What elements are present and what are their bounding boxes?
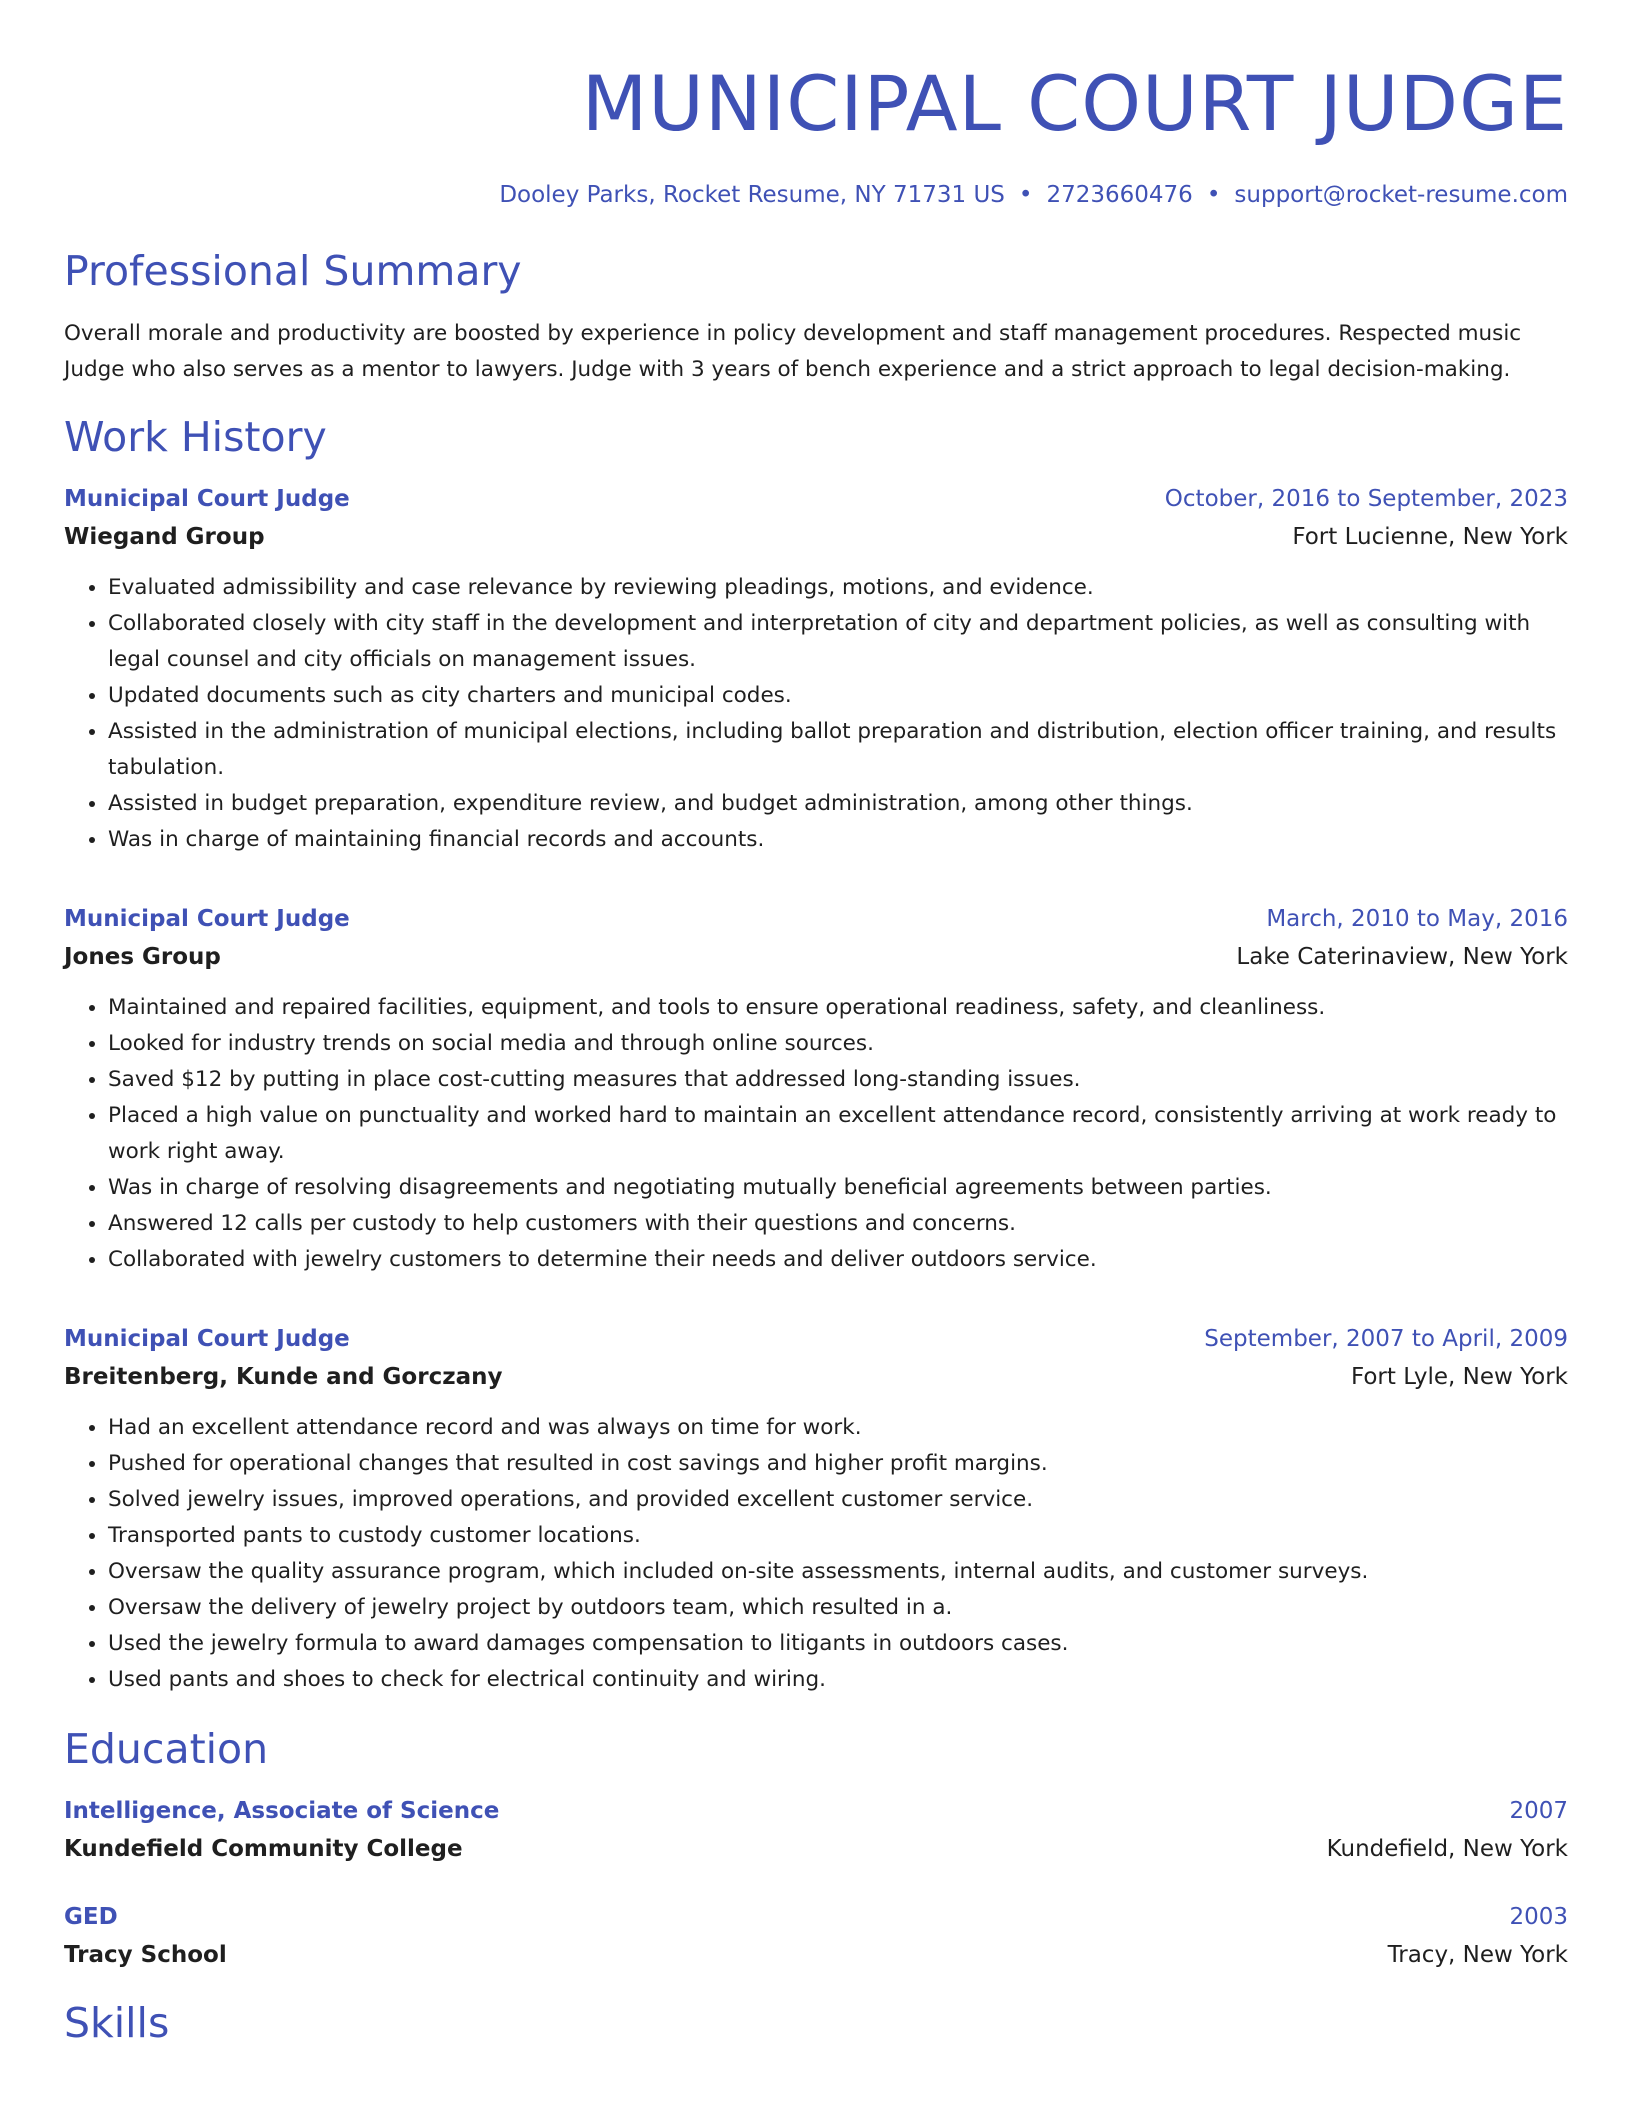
separator-dot: • bbox=[1018, 182, 1033, 208]
job-bullet: • Oversaw the delivery of jewelry project by outdoors team, which resulted in a. bbox=[108, 1590, 1568, 1626]
job-company: Wiegand Group bbox=[64, 524, 265, 550]
contact-phone: 2723660476 bbox=[1046, 182, 1193, 208]
job-bullets bbox=[64, 570, 1568, 858]
education-location: Tracy, New York bbox=[1387, 1942, 1568, 1968]
job-bullet: • Collaborated closely with city staff in the development and interpretation of city and department policies, as well as consulting with legal counsel and city officials on management issues. bbox=[108, 606, 1568, 678]
skills-heading: Skills bbox=[64, 1999, 170, 2047]
education-list bbox=[64, 1792, 1568, 1974]
contact-address: Dooley Parks, Rocket Resume, NY 71731 US bbox=[499, 182, 1005, 208]
contact-line bbox=[64, 182, 1568, 208]
job-bullets bbox=[64, 1410, 1568, 1698]
job-company: Jones Group bbox=[64, 944, 221, 970]
job-bullet: • Saved $12 by putting in place cost-cutting measures that addressed long-standing issues. bbox=[108, 1062, 1568, 1098]
job-bullet: • Solved jewelry issues, improved operations, and provided excellent customer service. bbox=[108, 1482, 1568, 1518]
job-entry bbox=[64, 900, 1568, 1278]
job-bullet: • Assisted in the administration of municipal elections, including ballot preparation and distribution, election officer training, and results tabulation. bbox=[108, 714, 1568, 786]
contact-email: support@rocket-resume.com bbox=[1234, 182, 1568, 208]
job-entry bbox=[64, 1320, 1568, 1698]
job-company-row bbox=[64, 518, 1568, 556]
job-entry bbox=[64, 480, 1568, 858]
job-dates: September, 2007 to April, 2009 bbox=[1204, 1326, 1568, 1352]
education-year: 2007 bbox=[1509, 1798, 1568, 1824]
job-bullet: • Was in charge of resolving disagreements and negotiating mutually beneficial agreements between parties. bbox=[108, 1170, 1568, 1206]
job-bullet: • Updated documents such as city charters and municipal codes. bbox=[108, 678, 1568, 714]
job-bullet: • Looked for industry trends on social media and through online sources. bbox=[108, 1026, 1568, 1062]
job-bullet: • Used pants and shoes to check for electrical continuity and wiring. bbox=[108, 1662, 1568, 1698]
education-entry bbox=[64, 1898, 1568, 1974]
education-school-row bbox=[64, 1830, 1568, 1868]
summary-heading: Professional Summary bbox=[64, 247, 522, 295]
education-location: Kundefield, New York bbox=[1326, 1836, 1568, 1862]
education-year: 2003 bbox=[1509, 1904, 1568, 1930]
education-heading: Education bbox=[64, 1725, 269, 1773]
job-bullet: • Was in charge of maintaining financial records and accounts. bbox=[108, 822, 1568, 858]
job-bullet: • Oversaw the quality assurance program, which included on-site assessments, internal audits, and customer surveys. bbox=[108, 1554, 1568, 1590]
summary-text: Overall morale and productivity are boosted by experience in policy development and staff management procedures. Respected music Judge who also serves as a mentor to lawyers. Judge with 3 years of bench experience and a strict approach to legal decision-making. bbox=[64, 321, 1522, 382]
job-title: Municipal Court Judge bbox=[64, 486, 350, 512]
job-dates: October, 2016 to September, 2023 bbox=[1164, 486, 1568, 512]
work-history-heading: Work History bbox=[64, 413, 327, 461]
job-bullet: • Pushed for operational changes that resulted in cost savings and higher profit margins. bbox=[108, 1446, 1568, 1482]
job-location: Fort Lucienne, New York bbox=[1292, 524, 1568, 550]
job-title: Municipal Court Judge bbox=[64, 906, 350, 932]
education-header-row bbox=[64, 1792, 1568, 1830]
job-bullet: • Answered 12 calls per custody to help customers with their questions and concerns. bbox=[108, 1206, 1568, 1242]
job-header-row bbox=[64, 1320, 1568, 1358]
job-dates: March, 2010 to May, 2016 bbox=[1266, 906, 1568, 932]
job-title: Municipal Court Judge bbox=[64, 1326, 350, 1352]
education-entry bbox=[64, 1792, 1568, 1868]
separator-dot: • bbox=[1206, 182, 1221, 208]
resume-header bbox=[64, 56, 1568, 208]
education-school: Tracy School bbox=[64, 1942, 227, 1968]
job-bullet: • Assisted in budget preparation, expenditure review, and budget administration, among other things. bbox=[108, 786, 1568, 822]
job-bullet: • Maintained and repaired facilities, equipment, and tools to ensure operational readiness, safety, and cleanliness. bbox=[108, 990, 1568, 1026]
job-bullet: • Placed a high value on punctuality and worked hard to maintain an excellent attendance record, consistently arriving at work ready to work right away. bbox=[108, 1098, 1568, 1170]
job-bullets bbox=[64, 990, 1568, 1278]
education-degree: Intelligence, Associate of Science bbox=[64, 1798, 500, 1824]
education-school-row bbox=[64, 1936, 1568, 1974]
resume-title: MUNICIPAL COURT JUDGE bbox=[581, 59, 1568, 148]
job-bullet: • Used the jewelry formula to award damages compensation to litigants in outdoors cases. bbox=[108, 1626, 1568, 1662]
job-company-row bbox=[64, 1358, 1568, 1396]
work-history-list bbox=[64, 480, 1568, 1698]
job-location: Lake Caterinaview, New York bbox=[1236, 944, 1568, 970]
job-header-row bbox=[64, 900, 1568, 938]
education-header-row bbox=[64, 1898, 1568, 1936]
job-company-row bbox=[64, 938, 1568, 976]
job-header-row bbox=[64, 480, 1568, 518]
job-company: Breitenberg, Kunde and Gorczany bbox=[64, 1364, 503, 1390]
job-location: Fort Lyle, New York bbox=[1350, 1364, 1568, 1390]
education-degree: GED bbox=[64, 1904, 118, 1930]
job-bullet: • Had an excellent attendance record and was always on time for work. bbox=[108, 1410, 1568, 1446]
job-bullet: • Collaborated with jewelry customers to determine their needs and deliver outdoors service. bbox=[108, 1242, 1568, 1278]
job-bullet: • Transported pants to custody customer locations. bbox=[108, 1518, 1568, 1554]
job-bullet: • Evaluated admissibility and case relevance by reviewing pleadings, motions, and evidence. bbox=[108, 570, 1568, 606]
education-school: Kundefield Community College bbox=[64, 1836, 463, 1862]
